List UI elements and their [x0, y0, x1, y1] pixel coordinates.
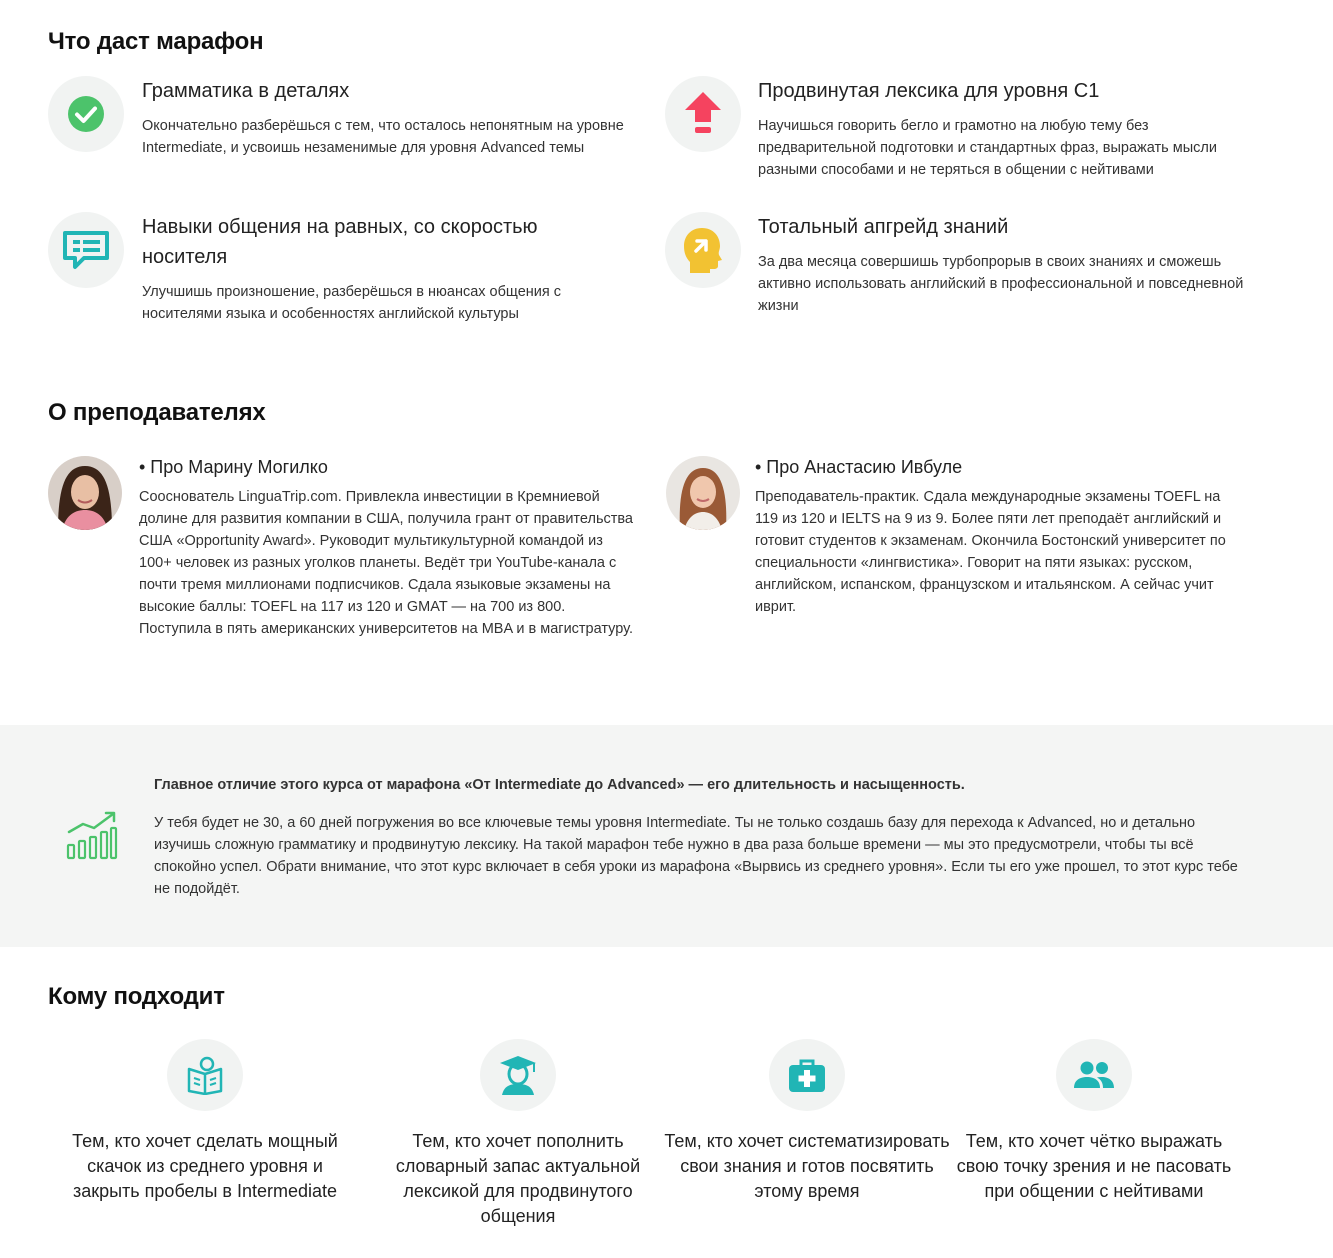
audience-text-1: Тем, кто хочет сделать мощный скачок из среднего уровня и закрыть пробелы в Intermediate: [72, 1131, 338, 1201]
feature-desc-upgrade: За два месяца совершишь турбопрорыв в своих знаниях и сможешь активно использовать английский в профессиональной и повседневной жизни: [758, 254, 1244, 314]
reading-book-icon: [185, 1055, 225, 1095]
difference-headline: Главное отличие этого курса от марафона «От Intermediate до Advanced» — его длительность и насыщенность.: [154, 777, 965, 793]
audience-text-2: Тем, кто хочет пополнить словарный запас актуальной лексикой для продвинутого общения: [395, 1131, 641, 1226]
feature-title-upgrade: Тотальный апгрейд знаний: [758, 216, 1009, 238]
feature-icon-vocabulary: [665, 76, 741, 152]
feature-title-communication: Навыки общения на равных, со скоростью носителя: [142, 216, 538, 268]
check-circle-icon: [66, 94, 106, 134]
arrow-up-icon: [683, 90, 723, 138]
teacher-photo-mogilko: [48, 456, 122, 530]
audience-icon-4: [1056, 1039, 1132, 1111]
audience-text-4: Тем, кто хочет чётко выражать свою точку зрения и не пасовать при общении с нейтивами: [956, 1131, 1232, 1201]
feature-desc-grammar: Окончательно разберёшься с тем, что осталось непонятным на уровне Intermediate, и усвоишь незаменимые для уровня Advanced темы: [142, 118, 624, 156]
audience-text-3: Тем, кто хочет систематизировать свои знания и готов посвятить этому время: [664, 1131, 950, 1201]
growth-chart-icon: [66, 810, 118, 860]
feature-desc-vocabulary: Научишься говорить бегло и грамотно на любую тему без предварительной подготовки и стандартных фраз, выражать мысли разными способами и не теряться в общении с нейтивами: [758, 118, 1217, 178]
features-title: Что даст марафон: [48, 28, 264, 55]
audience-icon-2: [480, 1039, 556, 1111]
feature-title-grammar: Грамматика в деталях: [142, 80, 350, 102]
feature-desc-communication: Улучшишь произношение, разберёшься в нюансах общения с носителями языка и особенностях английской культуры: [142, 284, 561, 322]
feature-icon-upgrade: [665, 212, 741, 288]
feature-icon-grammar: [48, 76, 124, 152]
head-upgrade-icon: [682, 226, 724, 274]
feature-title-vocabulary: Продвинутая лексика для уровня C1: [758, 80, 1100, 102]
teacher-name-mogilko[interactable]: • Про Марину Могилко: [139, 457, 328, 477]
difference-text: У тебя будет не 30, а 60 дней погружения во все ключевые темы уровня Intermediate. Ты не только создашь базу для перехода к Advanced, но и детально изучишь сложную грамматику и продвинутую лексику. На такой марафон тебе нужно в два раза больше времени — мы это предусмотрели, чтобы ты всё спокойно успел. Обрати внимание, что этот курс включает в себя уроки из марафона «Вырвись из среднего уровня». Если ты его уже прошел, то этот курс тебе не подойдёт.: [154, 815, 1238, 897]
people-icon: [1073, 1060, 1115, 1090]
teacher-bio-ivbule: Преподаватель-практик. Сдала международные экзамены TOEFL на 119 из 120 и IELTS на 9 из 9. Более пяти лет преподаёт английский и готовит студентов к экзаменам. Окончила Бостонский университет по специальности «лингвистика». Говорит на пяти языках: русском, английском, испанском, французском и итальянском. А сейчас учит иврит.: [755, 489, 1226, 615]
feature-icon-communication: [48, 212, 124, 288]
teacher-bio-mogilko: Сооснователь LinguaTrip.com. Привлекла инвестиции в Кремниевой долине для развития компании в США, получила грант от правительства США «Opportunity Award». Руководит мультикультурной командой из 100+ человек из разных уголков планеты. Ведёт три YouTube-канала с почти тремя миллионами подписчиков. Сдала языковые экзамены на высокие баллы: TOEFL на 117 из 120 и GMAT — на 700 из 800. Поступила в пять американских университетов на MBA и в магистратуру.: [139, 489, 633, 637]
first-aid-kit-icon: [788, 1057, 826, 1093]
audience-icon-3: [769, 1039, 845, 1111]
audience-title: Кому подходит: [48, 983, 225, 1010]
graduate-icon: [498, 1054, 538, 1096]
audience-icon-1: [167, 1039, 243, 1111]
chat-icon: [62, 230, 110, 270]
teachers-title: О преподавателях: [48, 399, 266, 426]
teacher-name-ivbule[interactable]: • Про Анастасию Ивбуле: [755, 457, 963, 477]
teacher-photo-ivbule: [666, 456, 740, 530]
